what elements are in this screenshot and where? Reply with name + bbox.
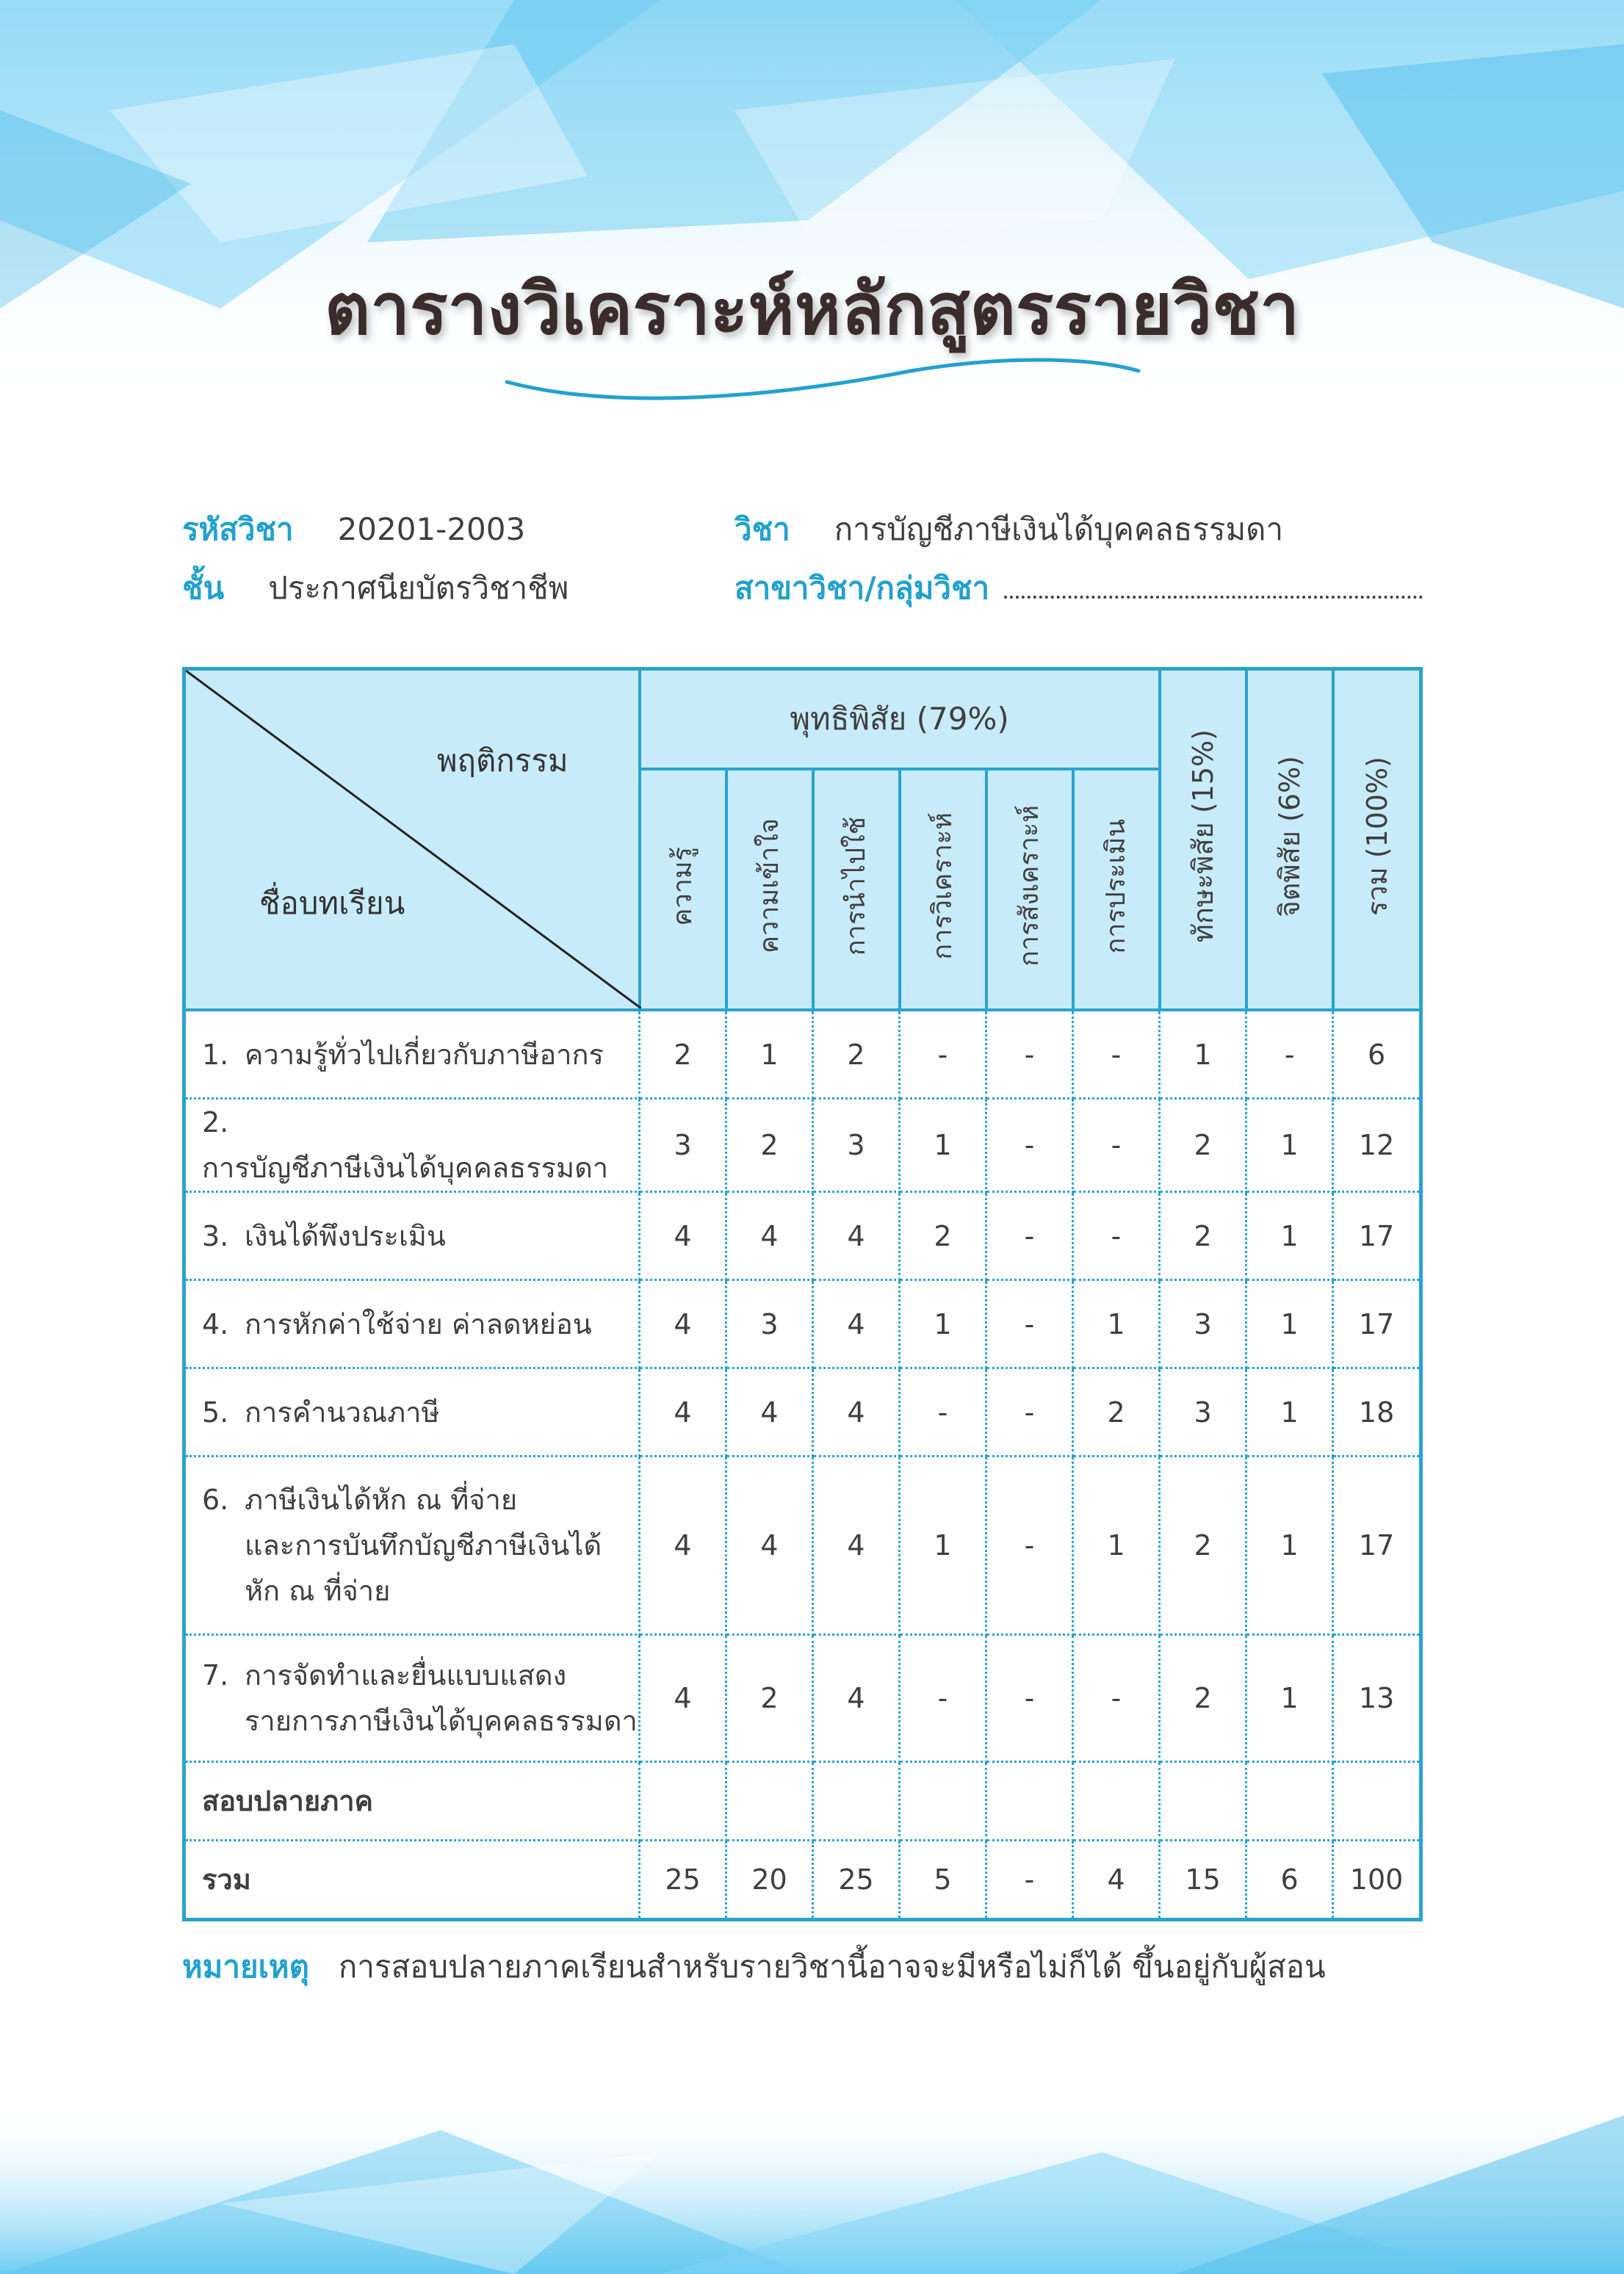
empty-cell (1333, 1762, 1421, 1841)
score-cell: 2 (640, 1010, 726, 1099)
score-cell: 1 (1073, 1457, 1160, 1635)
total-cell: 4 (1073, 1841, 1160, 1920)
lesson-name-cell (184, 1010, 640, 1099)
score-cell: 1 (1246, 1457, 1333, 1635)
cognitive-domain-header: พุทธิพิสัย (79%) (640, 669, 1160, 769)
score-cell: 4 (640, 1280, 726, 1368)
table-row (184, 1635, 1421, 1762)
table-row (184, 1280, 1421, 1368)
score-cell: 4 (640, 1635, 726, 1762)
table-row (184, 1010, 1421, 1099)
score-cell: 2 (1160, 1635, 1246, 1762)
lesson-name-label: ชื่อบทเรียน (259, 885, 405, 921)
score-cell: - (986, 1368, 1073, 1457)
lesson-name-cell (184, 1280, 640, 1368)
lesson-number: 4. (202, 1307, 229, 1340)
footnote (182, 1943, 1326, 1991)
table-row (184, 1192, 1421, 1280)
score-cell: 13 (1333, 1635, 1421, 1762)
behavior-label: พฤติกรรม (436, 743, 569, 779)
final-exam-row (184, 1762, 1421, 1841)
score-cell: - (900, 1368, 986, 1457)
score-cell: 4 (813, 1280, 900, 1368)
score-cell: 17 (1333, 1192, 1421, 1280)
level-label: ชั้น (182, 570, 225, 606)
lesson-name-line: รายการภาษีเงินได้บุคคลธรรมดา (245, 1705, 638, 1737)
score-cell: 3 (1160, 1368, 1246, 1457)
score-cell: 2 (900, 1192, 986, 1280)
score-cell: 1 (726, 1010, 813, 1099)
score-cell: 4 (640, 1368, 726, 1457)
total-row (184, 1841, 1421, 1920)
lesson-name-cell (184, 1368, 640, 1457)
cognitive-subheader: ความรู้ (640, 769, 726, 1010)
score-cell: - (1073, 1099, 1160, 1192)
table-row (184, 1368, 1421, 1457)
total-cell: 15 (1160, 1841, 1246, 1920)
score-cell: 2 (726, 1099, 813, 1192)
score-cell: 1 (1160, 1010, 1246, 1099)
score-cell: 1 (1246, 1280, 1333, 1368)
lesson-name-cell (184, 1099, 640, 1192)
score-cell: - (1073, 1635, 1160, 1762)
lesson-name-line: และการบันทึกบัญชีภาษีเงินได้ (245, 1529, 602, 1562)
total-header: รวม (100%) (1333, 669, 1421, 1011)
score-cell: - (986, 1099, 1073, 1192)
empty-cell (986, 1762, 1073, 1841)
subject-label: วิชา (735, 511, 790, 547)
lesson-name-line: เงินได้พึงประเมิน (245, 1219, 446, 1252)
lesson-number: 1. (202, 1038, 229, 1071)
score-cell: - (900, 1635, 986, 1762)
score-cell: 2 (1073, 1368, 1160, 1457)
lesson-number: 3. (202, 1219, 229, 1252)
lesson-name-line: การจัดทำและยื่นแบบแสดง (245, 1659, 567, 1692)
total-cell: 6 (1246, 1841, 1333, 1920)
score-cell: 4 (726, 1368, 813, 1457)
score-cell: - (900, 1010, 986, 1099)
course-code-value: 20201-2003 (337, 511, 526, 547)
score-cell: 1 (900, 1280, 986, 1368)
lesson-number: 2. (202, 1106, 229, 1138)
score-cell: - (1073, 1192, 1160, 1280)
score-cell: - (1246, 1010, 1333, 1099)
diagonal-line (186, 671, 641, 1008)
diagonal-header-cell (184, 669, 640, 1011)
score-cell: 1 (900, 1099, 986, 1192)
subject-row (735, 505, 1283, 554)
lesson-name-cell (184, 1635, 640, 1762)
footnote-text: การสอบปลายภาคเรียนสำหรับรายวิชานี้อาจจะมีหรือไม่ก็ได้ ขึ้นอยู่กับผู้สอน (338, 1949, 1326, 1985)
score-cell: 12 (1333, 1099, 1421, 1192)
score-cell: 6 (1333, 1010, 1421, 1099)
level-row (182, 564, 569, 613)
score-cell: 3 (1160, 1280, 1246, 1368)
title-underline-swoosh (499, 353, 1146, 404)
score-cell: 3 (640, 1099, 726, 1192)
empty-cell (813, 1762, 900, 1841)
score-cell: 1 (1246, 1635, 1333, 1762)
total-cell: 5 (900, 1841, 986, 1920)
total-cell: 25 (640, 1841, 726, 1920)
cognitive-subheader: การนำไปใช้ (813, 769, 900, 1010)
score-cell: 4 (726, 1192, 813, 1280)
total-cell: 100 (1333, 1841, 1421, 1920)
course-code-row (182, 505, 525, 554)
branch-blank (1004, 596, 1423, 599)
cognitive-subheader: การประเมิน (1073, 769, 1160, 1010)
score-cell: 4 (813, 1368, 900, 1457)
lesson-number: 5. (202, 1396, 229, 1429)
score-cell: - (986, 1635, 1073, 1762)
page-title: ตารางวิเคราะห์หลักสูตรรายวิชา (324, 268, 1300, 350)
score-cell: - (986, 1280, 1073, 1368)
total-cell: - (986, 1841, 1073, 1920)
lesson-number: 7. (202, 1659, 229, 1692)
score-cell: 1 (1246, 1099, 1333, 1192)
empty-cell (640, 1762, 726, 1841)
score-cell: 1 (1246, 1192, 1333, 1280)
total-label: รวม (184, 1841, 640, 1920)
cognitive-subheader: การวิเคราะห์ (900, 769, 986, 1010)
psychomotor-header: ทักษะพิสัย (15%) (1160, 669, 1246, 1011)
score-cell: - (1073, 1010, 1160, 1099)
total-cell: 25 (813, 1841, 900, 1920)
score-cell: 2 (1160, 1192, 1246, 1280)
cognitive-subheader: ความเข้าใจ (726, 769, 813, 1010)
score-cell: 3 (813, 1099, 900, 1192)
score-cell: 18 (1333, 1368, 1421, 1457)
score-cell: 17 (1333, 1280, 1421, 1368)
lesson-name-cell (184, 1457, 640, 1635)
branch-row (735, 564, 1423, 613)
score-cell: 4 (813, 1192, 900, 1280)
cognitive-subheader: การสังเคราะห์ (986, 769, 1073, 1010)
score-cell: - (986, 1010, 1073, 1099)
course-code-label: รหัสวิชา (182, 511, 294, 547)
course-analysis-table (182, 667, 1423, 1921)
footnote-label: หมายเหตุ (182, 1949, 309, 1985)
empty-cell (1073, 1762, 1160, 1841)
branch-label: สาขาวิชา/กลุ่มวิชา (735, 570, 990, 606)
score-cell: 1 (1073, 1280, 1160, 1368)
score-cell: 4 (640, 1192, 726, 1280)
lesson-name-line: หัก ณ ที่จ่าย (245, 1575, 391, 1607)
lesson-name-line: ภาษีเงินได้หัก ณ ที่จ่าย (245, 1484, 518, 1516)
level-value: ประกาศนียบัตรวิชาชีพ (268, 570, 569, 606)
lesson-name-line: การหักค่าใช้จ่าย ค่าลดหย่อน (245, 1307, 592, 1340)
lesson-name-line: การบัญชีภาษีเงินได้บุคคลธรรมดา (202, 1152, 609, 1184)
score-cell: 1 (900, 1457, 986, 1635)
table-row (184, 1099, 1421, 1192)
lesson-name-line: การคำนวณภาษี (245, 1396, 440, 1429)
score-cell: 1 (1246, 1368, 1333, 1457)
score-cell: - (986, 1457, 1073, 1635)
score-cell: 4 (813, 1457, 900, 1635)
score-cell: 2 (1160, 1457, 1246, 1635)
score-cell: 17 (1333, 1457, 1421, 1635)
lesson-number: 6. (202, 1484, 229, 1516)
score-cell: 3 (726, 1280, 813, 1368)
subject-value: การบัญชีภาษีเงินได้บุคคลธรรมดา (834, 511, 1284, 547)
empty-cell (1160, 1762, 1246, 1841)
score-cell: 4 (726, 1457, 813, 1635)
total-cell: 20 (726, 1841, 813, 1920)
empty-cell (1246, 1762, 1333, 1841)
lesson-name-cell (184, 1192, 640, 1280)
score-cell: - (986, 1192, 1073, 1280)
affective-header: จิตพิสัย (6%) (1246, 669, 1333, 1011)
empty-cell (900, 1762, 986, 1841)
final-exam-label: สอบปลายภาค (184, 1762, 640, 1841)
table-row (184, 1457, 1421, 1635)
score-cell: 2 (1160, 1099, 1246, 1192)
score-cell: 4 (813, 1635, 900, 1762)
score-cell: 2 (813, 1010, 900, 1099)
score-cell: 4 (640, 1457, 726, 1635)
score-cell: 2 (726, 1635, 813, 1762)
lesson-name-line: ความรู้ทั่วไปเกี่ยวกับภาษีอากร (245, 1038, 604, 1071)
empty-cell (726, 1762, 813, 1841)
